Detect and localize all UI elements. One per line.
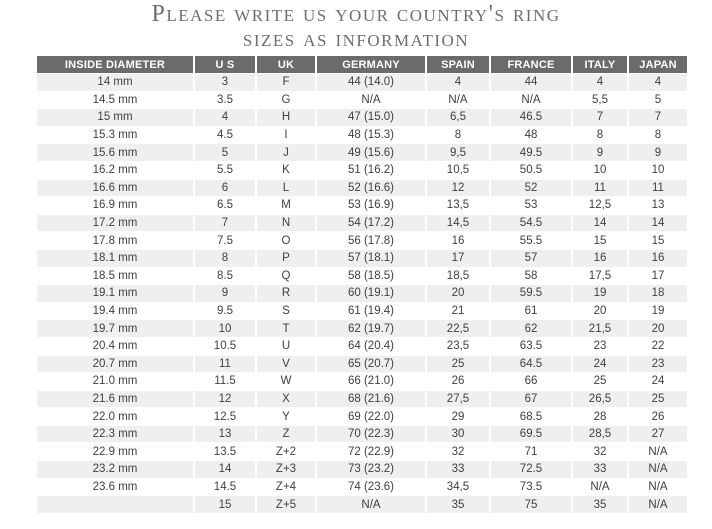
cell-uk: F	[257, 74, 315, 91]
table-body	[37, 74, 687, 513]
cell-italy: 12,5	[573, 197, 627, 214]
cell-spain: 30	[427, 426, 489, 443]
cell-italy: 15	[573, 232, 627, 249]
cell-france: 62	[491, 320, 571, 337]
cell-germany: 56 (17.8)	[317, 232, 425, 249]
cell-japan: 8	[629, 127, 687, 144]
cell-uk: X	[257, 391, 315, 408]
cell-germany: 58 (18.5)	[317, 268, 425, 285]
cell-us: 9	[195, 285, 255, 302]
cell-us: 4.5	[195, 127, 255, 144]
cell-uk: Q	[257, 268, 315, 285]
cell-uk: V	[257, 356, 315, 373]
cell-germany: 69 (22.0)	[317, 408, 425, 425]
cell-italy: 21,5	[573, 320, 627, 337]
cell-us: 14	[195, 461, 255, 478]
cell-inside-diameter: 19.4 mm	[37, 303, 193, 320]
cell-spain: 26	[427, 373, 489, 390]
column-header-germany: GERMANY	[317, 56, 425, 73]
cell-france: 69.5	[491, 426, 571, 443]
cell-inside-diameter: 17.8 mm	[37, 232, 193, 249]
table-row	[37, 320, 687, 337]
cell-germany: 44 (14.0)	[317, 74, 425, 91]
cell-germany: 52 (16.6)	[317, 180, 425, 197]
cell-us: 11.5	[195, 373, 255, 390]
cell-france: N/A	[491, 92, 571, 109]
cell-us: 14.5	[195, 479, 255, 496]
cell-spain: 8	[427, 127, 489, 144]
cell-italy: 25	[573, 373, 627, 390]
cell-us: 10.5	[195, 338, 255, 355]
cell-us: 7.5	[195, 232, 255, 249]
cell-italy: N/A	[573, 479, 627, 496]
cell-us: 3	[195, 74, 255, 91]
column-header-inside-diameter: INSIDE DIAMETER	[37, 56, 193, 73]
cell-uk: Y	[257, 408, 315, 425]
cell-inside-diameter: 20.7 mm	[37, 356, 193, 373]
table-row	[37, 285, 687, 302]
cell-us: 8	[195, 250, 255, 267]
cell-spain: 29	[427, 408, 489, 425]
title-line-2: sizes as information	[242, 26, 470, 52]
cell-us: 7	[195, 215, 255, 232]
cell-japan: 18	[629, 285, 687, 302]
cell-inside-diameter: 23.6 mm	[37, 479, 193, 496]
cell-japan: 13	[629, 197, 687, 214]
cell-germany: 64 (20.4)	[317, 338, 425, 355]
table-row	[37, 144, 687, 161]
table-row	[37, 92, 687, 109]
cell-inside-diameter	[37, 496, 193, 513]
cell-japan: N/A	[629, 496, 687, 513]
cell-france: 46.5	[491, 109, 571, 126]
table-row	[37, 127, 687, 144]
cell-france: 55.5	[491, 232, 571, 249]
cell-inside-diameter: 16.9 mm	[37, 197, 193, 214]
cell-italy: 32	[573, 443, 627, 460]
cell-japan: 26	[629, 408, 687, 425]
cell-inside-diameter: 19.7 mm	[37, 320, 193, 337]
cell-france: 63.5	[491, 338, 571, 355]
cell-italy: 33	[573, 461, 627, 478]
table-row	[37, 250, 687, 267]
cell-inside-diameter: 18.1 mm	[37, 250, 193, 267]
cell-japan: 4	[629, 74, 687, 91]
table-row	[37, 479, 687, 496]
cell-inside-diameter: 17.2 mm	[37, 215, 193, 232]
cell-germany: 70 (22.3)	[317, 426, 425, 443]
page-title	[0, 2, 712, 52]
header-row	[37, 56, 687, 73]
cell-japan: 5	[629, 92, 687, 109]
cell-japan: 9	[629, 144, 687, 161]
cell-japan: 19	[629, 303, 687, 320]
cell-spain: 21	[427, 303, 489, 320]
cell-germany: N/A	[317, 496, 425, 513]
table-row	[37, 180, 687, 197]
cell-france: 49.5	[491, 144, 571, 161]
cell-spain: 13,5	[427, 197, 489, 214]
cell-france: 75	[491, 496, 571, 513]
cell-uk: T	[257, 320, 315, 337]
ring-size-table	[35, 55, 689, 514]
cell-spain: 27,5	[427, 391, 489, 408]
cell-germany: N/A	[317, 92, 425, 109]
table-row	[37, 268, 687, 285]
cell-japan: 16	[629, 250, 687, 267]
cell-spain: 35	[427, 496, 489, 513]
table-row	[37, 373, 687, 390]
cell-uk: S	[257, 303, 315, 320]
cell-us: 8.5	[195, 268, 255, 285]
cell-italy: 14	[573, 215, 627, 232]
cell-uk: U	[257, 338, 315, 355]
cell-germany: 48 (15.3)	[317, 127, 425, 144]
cell-france: 64.5	[491, 356, 571, 373]
cell-spain: 33	[427, 461, 489, 478]
cell-france: 68.5	[491, 408, 571, 425]
cell-japan: 20	[629, 320, 687, 337]
cell-us: 3.5	[195, 92, 255, 109]
cell-us: 11	[195, 356, 255, 373]
cell-spain: 10,5	[427, 162, 489, 179]
cell-uk: K	[257, 162, 315, 179]
column-header-us: U S	[195, 56, 255, 73]
column-header-spain: SPAIN	[427, 56, 489, 73]
cell-france: 57	[491, 250, 571, 267]
cell-us: 13.5	[195, 443, 255, 460]
cell-inside-diameter: 19.1 mm	[37, 285, 193, 302]
cell-uk: M	[257, 197, 315, 214]
table-row	[37, 443, 687, 460]
table-row	[37, 461, 687, 478]
cell-japan: 10	[629, 162, 687, 179]
cell-france: 58	[491, 268, 571, 285]
cell-germany: 49 (15.6)	[317, 144, 425, 161]
table-row	[37, 496, 687, 513]
cell-us: 12.5	[195, 408, 255, 425]
cell-italy: 20	[573, 303, 627, 320]
cell-inside-diameter: 15.3 mm	[37, 127, 193, 144]
cell-inside-diameter: 15 mm	[37, 109, 193, 126]
cell-us: 9.5	[195, 303, 255, 320]
cell-inside-diameter: 20.4 mm	[37, 338, 193, 355]
cell-japan: 22	[629, 338, 687, 355]
cell-japan: 7	[629, 109, 687, 126]
cell-uk: J	[257, 144, 315, 161]
cell-us: 4	[195, 109, 255, 126]
cell-inside-diameter: 22.0 mm	[37, 408, 193, 425]
cell-spain: 23,5	[427, 338, 489, 355]
cell-spain: 17	[427, 250, 489, 267]
cell-italy: 28	[573, 408, 627, 425]
cell-inside-diameter: 22.3 mm	[37, 426, 193, 443]
cell-italy: 8	[573, 127, 627, 144]
cell-japan: 24	[629, 373, 687, 390]
cell-us: 5	[195, 144, 255, 161]
cell-japan: 15	[629, 232, 687, 249]
cell-germany: 65 (20.7)	[317, 356, 425, 373]
cell-inside-diameter: 16.2 mm	[37, 162, 193, 179]
cell-france: 59.5	[491, 285, 571, 302]
title-line-1: Please write us your country's ring	[151, 1, 561, 27]
cell-inside-diameter: 21.0 mm	[37, 373, 193, 390]
cell-us: 5.5	[195, 162, 255, 179]
cell-uk: W	[257, 373, 315, 390]
cell-germany: 62 (19.7)	[317, 320, 425, 337]
cell-italy: 24	[573, 356, 627, 373]
cell-japan: N/A	[629, 443, 687, 460]
cell-italy: 23	[573, 338, 627, 355]
cell-france: 67	[491, 391, 571, 408]
cell-uk: L	[257, 180, 315, 197]
cell-germany: 47 (15.0)	[317, 109, 425, 126]
cell-spain: 34,5	[427, 479, 489, 496]
cell-italy: 19	[573, 285, 627, 302]
cell-inside-diameter: 14 mm	[37, 74, 193, 91]
table-header	[37, 56, 687, 73]
cell-uk: O	[257, 232, 315, 249]
cell-us: 15	[195, 496, 255, 513]
cell-germany: 60 (19.1)	[317, 285, 425, 302]
cell-inside-diameter: 14.5 mm	[37, 92, 193, 109]
cell-japan: 14	[629, 215, 687, 232]
table-row	[37, 74, 687, 91]
cell-japan: 23	[629, 356, 687, 373]
cell-germany: 68 (21.6)	[317, 391, 425, 408]
cell-us: 6	[195, 180, 255, 197]
cell-italy: 9	[573, 144, 627, 161]
cell-italy: 17,5	[573, 268, 627, 285]
column-header-uk: UK	[257, 56, 315, 73]
cell-spain: 20	[427, 285, 489, 302]
cell-spain: 25	[427, 356, 489, 373]
cell-japan: 11	[629, 180, 687, 197]
cell-spain: N/A	[427, 92, 489, 109]
cell-inside-diameter: 16.6 mm	[37, 180, 193, 197]
cell-inside-diameter: 18.5 mm	[37, 268, 193, 285]
cell-uk: H	[257, 109, 315, 126]
cell-italy: 35	[573, 496, 627, 513]
table-row	[37, 303, 687, 320]
cell-germany: 53 (16.9)	[317, 197, 425, 214]
cell-italy: 5,5	[573, 92, 627, 109]
cell-france: 52	[491, 180, 571, 197]
cell-inside-diameter: 15.6 mm	[37, 144, 193, 161]
cell-spain: 18,5	[427, 268, 489, 285]
cell-uk: R	[257, 285, 315, 302]
table-row	[37, 338, 687, 355]
cell-germany: 66 (21.0)	[317, 373, 425, 390]
table-row	[37, 215, 687, 232]
cell-france: 54.5	[491, 215, 571, 232]
cell-france: 48	[491, 127, 571, 144]
cell-uk: G	[257, 92, 315, 109]
cell-france: 61	[491, 303, 571, 320]
cell-france: 72.5	[491, 461, 571, 478]
cell-france: 50.5	[491, 162, 571, 179]
cell-uk: Z+2	[257, 443, 315, 460]
cell-spain: 12	[427, 180, 489, 197]
cell-us: 10	[195, 320, 255, 337]
table-row	[37, 162, 687, 179]
cell-germany: 57 (18.1)	[317, 250, 425, 267]
cell-japan: 25	[629, 391, 687, 408]
cell-us: 6.5	[195, 197, 255, 214]
column-header-italy: ITALY	[573, 56, 627, 73]
cell-germany: 74 (23.6)	[317, 479, 425, 496]
cell-germany: 61 (19.4)	[317, 303, 425, 320]
cell-italy: 16	[573, 250, 627, 267]
table-row	[37, 391, 687, 408]
cell-japan: 27	[629, 426, 687, 443]
cell-spain: 6,5	[427, 109, 489, 126]
cell-germany: 51 (16.2)	[317, 162, 425, 179]
cell-uk: Z	[257, 426, 315, 443]
cell-uk: Z+3	[257, 461, 315, 478]
cell-italy: 26,5	[573, 391, 627, 408]
cell-inside-diameter: 21.6 mm	[37, 391, 193, 408]
column-header-france: FRANCE	[491, 56, 571, 73]
cell-spain: 16	[427, 232, 489, 249]
cell-italy: 11	[573, 180, 627, 197]
cell-uk: P	[257, 250, 315, 267]
cell-italy: 7	[573, 109, 627, 126]
cell-germany: 73 (23.2)	[317, 461, 425, 478]
cell-france: 66	[491, 373, 571, 390]
table-row	[37, 109, 687, 126]
cell-inside-diameter: 23.2 mm	[37, 461, 193, 478]
cell-france: 71	[491, 443, 571, 460]
cell-italy: 10	[573, 162, 627, 179]
cell-spain: 9,5	[427, 144, 489, 161]
cell-spain: 4	[427, 74, 489, 91]
cell-france: 73.5	[491, 479, 571, 496]
cell-inside-diameter: 22.9 mm	[37, 443, 193, 460]
cell-italy: 4	[573, 74, 627, 91]
cell-uk: Z+5	[257, 496, 315, 513]
cell-uk: N	[257, 215, 315, 232]
cell-france: 53	[491, 197, 571, 214]
table-row	[37, 232, 687, 249]
cell-japan: N/A	[629, 479, 687, 496]
cell-germany: 54 (17.2)	[317, 215, 425, 232]
cell-germany: 72 (22.9)	[317, 443, 425, 460]
cell-france: 44	[491, 74, 571, 91]
cell-japan: 17	[629, 268, 687, 285]
column-header-japan: JAPAN	[629, 56, 687, 73]
cell-spain: 14,5	[427, 215, 489, 232]
table-row	[37, 356, 687, 373]
table-row	[37, 197, 687, 214]
cell-japan: N/A	[629, 461, 687, 478]
cell-spain: 22,5	[427, 320, 489, 337]
cell-spain: 32	[427, 443, 489, 460]
cell-uk: Z+4	[257, 479, 315, 496]
cell-italy: 28,5	[573, 426, 627, 443]
table-row	[37, 408, 687, 425]
cell-us: 12	[195, 391, 255, 408]
cell-uk: I	[257, 127, 315, 144]
cell-us: 13	[195, 426, 255, 443]
table-row	[37, 426, 687, 443]
